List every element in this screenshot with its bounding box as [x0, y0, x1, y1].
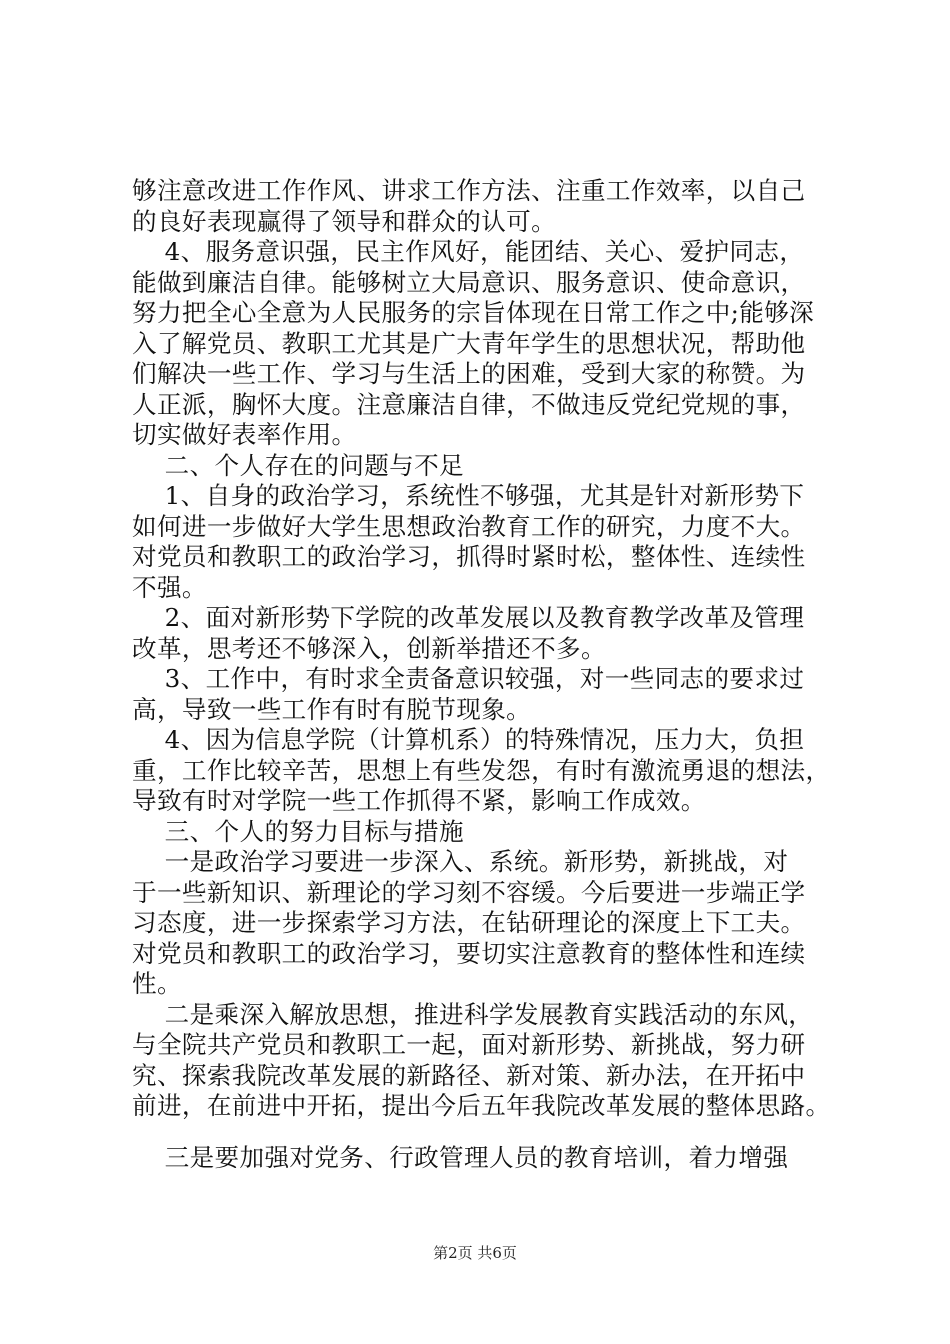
text-line: 改革，思考还不够深入，创新举措还不多。 [132, 633, 606, 663]
text-line: 对党员和教职工的政治学习，抓得时紧时松，整体性、连续性 [132, 542, 806, 571]
section-heading: 二、个人存在的问题与不足 [132, 450, 464, 480]
text-line: 努力把全心全意为人民服务的宗旨体现在日常工作之中;能够深 [132, 298, 815, 327]
text-line: 性。 [132, 969, 182, 998]
text-line: 够注意改进工作作风、讲求工作方法、注重工作效率，以自己 [132, 176, 806, 205]
text-line: 1、自身的政治学习，系统性不够强，尤其是针对新形势下 [132, 481, 805, 510]
text-line: 一是政治学习要进一步深入、系统。新形势，新挑战，对 [132, 847, 789, 876]
text-line: 三是要加强对党务、行政管理人员的教育培训，着力增强 [132, 1142, 789, 1172]
page-footer: 第2页 共6页 [433, 1244, 517, 1262]
paragraph-gap [132, 1122, 832, 1143]
text-line: 二是乘深入解放思想，推进科学发展教育实践活动的东风， [132, 999, 814, 1029]
text-line: 人正派，胸怀大度。注意廉洁自律，不做违反党纪党规的事， [132, 389, 806, 419]
text-line: 2、面对新形势下学院的改革发展以及教育教学改革及管理 [132, 603, 805, 632]
section-heading: 三、个人的努力目标与措施 [132, 816, 464, 846]
text-line: 前进，在前进中开拓，提出今后五年我院改革发展的整体思路。 [132, 1091, 831, 1120]
text-line: 高，导致一些工作有时有脱节现象。 [132, 694, 532, 724]
text-line: 导致有时对学院一些工作抓得不紧，影响工作成效。 [132, 786, 706, 815]
text-line: 与全院共产党员和教职工一起，面对新形势、新挑战，努力研 [132, 1030, 806, 1059]
text-line: 能做到廉洁自律。能够树立大局意识、服务意识、使命意识， [132, 267, 806, 297]
document-body [132, 176, 832, 1173]
text-line: 于一些新知识、新理论的学习刻不容缓。今后要进一步端正学 [132, 877, 806, 907]
text-line: 不强。 [132, 572, 207, 602]
text-line: 切实做好表率作用。 [132, 420, 357, 449]
text-line: 4、服务意识强，民主作风好，能团结、关心、爱护同志， [132, 237, 805, 266]
text-line: 的良好表现赢得了领导和群众的认可。 [132, 206, 557, 236]
text-line: 对党员和教职工的政治学习，要切实注意教育的整体性和连续 [132, 938, 806, 968]
text-line: 如何进一步做好大学生思想政治教育工作的研究，力度不大。 [132, 511, 806, 541]
text-line: 重，工作比较辛苦，思想上有些发怨，有时有激流勇退的想法， [132, 755, 831, 785]
text-line: 究、探索我院改革发展的新路径、新对策、新办法，在开拓中 [132, 1060, 806, 1090]
text-line: 习态度，进一步探索学习方法，在钻研理论的深度上下工夫。 [132, 908, 806, 937]
text-line: 3、工作中，有时求全责备意识较强，对一些同志的要求过 [132, 664, 805, 693]
text-line: 入了解党员、教职工尤其是广大青年学生的思想状况，帮助他 [132, 328, 806, 358]
text-line: 们解决一些工作、学习与生活上的困难，受到大家的称赞。为 [132, 359, 806, 388]
text-line: 4、因为信息学院（计算机系）的特殊情况，压力大，负担 [132, 725, 805, 754]
